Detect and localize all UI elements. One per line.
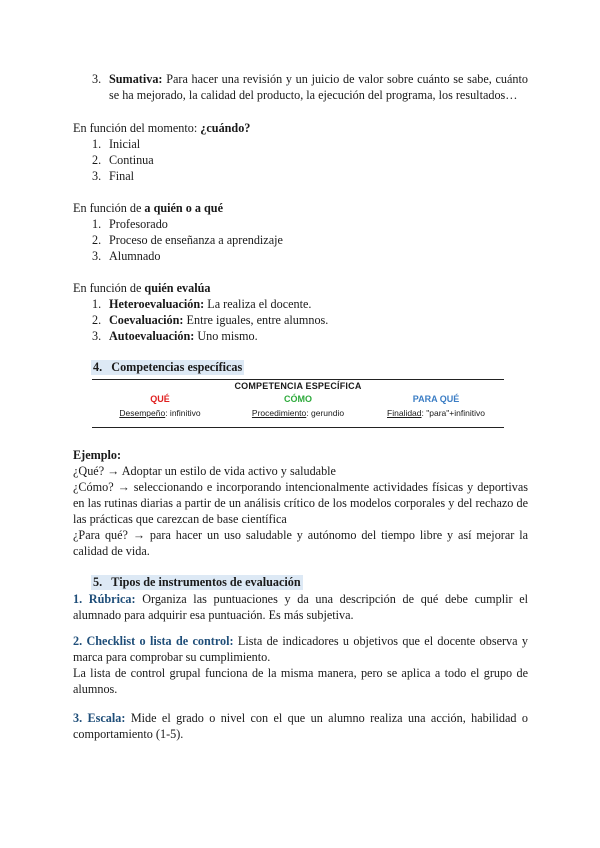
escala-line-1 [73,711,528,726]
aquien-intro: En función de [73,201,145,215]
ejemplo-q2a: ¿Cómo? → seleccionando e incorporando intencionalmente actividades físicas y deportivas [73,480,528,494]
section-number: 4. [93,360,103,374]
ejemplo-q3b: calidad de vida. [73,544,150,558]
col-paraque-head: PARA QUÉ [412,394,460,404]
col-como-sub [228,408,368,418]
rubrica-term: 1. Rúbrica: [73,592,136,606]
aquien-heading [73,201,223,216]
list-number: 3. [92,169,102,183]
col-que-head: QUÉ [150,394,170,404]
checklist-text: Lista de indicadores u objetivos que el docente observa y [233,634,528,648]
rubrica-text: Organiza las puntuaciones y da una descripción de qué debe cumplir el [135,592,529,606]
sub-underlined: Finalidad [387,408,422,418]
list-number: 3. [92,72,102,86]
escala-term: 3. Escala: [73,711,126,725]
aquien-bold: a quién o a qué [144,201,223,215]
sumativa-term: Sumativa: [109,72,163,86]
momento-heading [73,121,250,136]
list-number: 1. [92,297,102,311]
ejemplo-q2b: en las rutinas diarias a partir de un análisis crítico de los modelos corporales y del rechazo de [73,496,528,510]
item-text: Uno mismo. [194,329,258,343]
section-5-heading [91,575,303,590]
checklist-line-1 [73,634,528,649]
sub-underlined: Desempeño [119,408,166,418]
list-item: Alumnado [109,249,161,263]
section-title: Tipos de instrumentos de evaluación [111,575,301,589]
ejemplo-q1: ¿Qué? → Adoptar un estilo de vida activo y saludable [73,464,336,478]
item-term: Coevaluación: [109,313,184,327]
checklist-line-3: La lista de control grupal funciona de la misma manera, pero se aplica a todo el grupo de [73,666,528,680]
list-number: 2. [92,153,102,167]
list-item: Continua [109,153,154,167]
list-number: 3. [92,249,102,263]
col-que-sub [90,408,230,418]
escala-text: Mide el grado o nivel con el que un alumno realiza una acción, habilidad o [125,711,528,725]
item-text: Entre iguales, entre alumnos. [183,313,329,327]
list-item: Profesorado [109,217,168,231]
section-4-heading [91,360,244,375]
item-term: Heteroevaluación: [109,297,205,311]
competencia-table [92,379,504,428]
ejemplo-label: Ejemplo: [73,448,122,462]
escala-line-2: comportamiento (1-5). [73,727,184,741]
momento-intro: En función del momento: [73,121,201,135]
checklist-line-4: alumnos. [73,682,118,696]
ejemplo-q3a: ¿Para qué? → para hacer un uso saludable y autónomo del tiempo libre y así mejorar la [73,528,528,542]
sumativa-text: Para hacer una revisión y un juicio de valor sobre cuánto se sabe, cuánto [166,72,528,86]
quienevalua-bold: quién evalúa [144,281,211,295]
sub-underlined: Procedimiento [251,408,307,418]
checklist-line-2: marca para comprobar su cumplimiento. [73,650,271,664]
list-item: Proceso de enseñanza a aprendizaje [109,233,283,247]
col-paraque-sub [366,408,506,418]
list-item [109,329,258,344]
sub-text: : infinitivo [165,408,201,418]
sumativa-line-2: se ha mejorado, la calidad del producto, la ejecución del programa, los resultados… [109,88,518,102]
list-number: 2. [92,233,102,247]
list-number: 1. [92,217,102,231]
rubrica-line-2: alumnado para adquirir esa puntuación. Es más subjetiva. [73,608,354,622]
competencia-title: COMPETENCIA ESPECÍFICA [234,381,362,391]
checklist-term: 2. Checklist o lista de control: [73,634,234,648]
momento-question: ¿cuándo? [200,121,251,135]
item-text: La realiza el docente. [204,297,312,311]
list-number: 1. [92,137,102,151]
list-item [109,297,311,312]
list-item: Final [109,169,135,183]
section-number: 5. [93,575,103,589]
ejemplo-q2c: las prácticas que carezcan de base científica [73,512,287,526]
sumativa-line-1 [109,72,528,87]
rubrica-line-1 [73,592,528,607]
quienevalua-heading [73,281,210,296]
list-number: 3. [92,329,102,343]
item-term: Autoevaluación: [109,329,195,343]
list-item [109,313,328,328]
list-item: Inicial [109,137,141,151]
section-title: Competencias específicas [111,360,243,374]
sub-text: : "para"+infinitivo [421,408,485,418]
sub-text: : gerundio [306,408,345,418]
col-como-head: CÓMO [284,394,312,404]
list-number: 2. [92,313,102,327]
quienevalua-intro: En función de [73,281,145,295]
